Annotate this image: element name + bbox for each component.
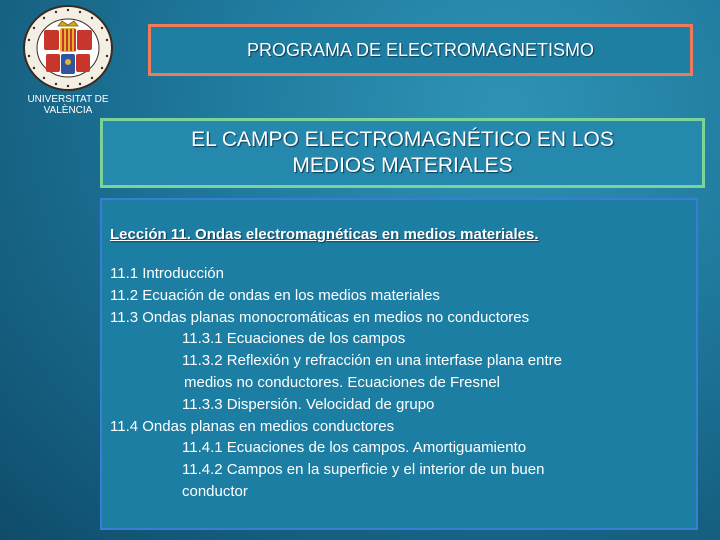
lesson-content-box xyxy=(100,198,698,530)
university-name-line1: UNIVERSITAT DE xyxy=(27,94,109,105)
university-seal xyxy=(22,4,114,92)
lesson-outline xyxy=(110,263,686,503)
university-name-line2: VALÈNCIA xyxy=(43,105,93,116)
outline-subitem-continuation: conductor xyxy=(182,482,248,500)
outline-item: 11.1 Introducción xyxy=(110,265,224,282)
outline-subitem: 11.3.2 Reflexión y refracción en una interfase plana entre xyxy=(182,352,562,370)
university-name xyxy=(18,94,118,116)
program-title: PROGRAMA DE ELECTROMAGNETISMO xyxy=(246,39,595,60)
topic-title-box xyxy=(100,118,705,188)
topic-title-line2: MEDIOS MATERIALES xyxy=(292,154,513,177)
outline-item: 11.3 Ondas planas monocromáticas en medios no conductores xyxy=(110,308,530,326)
outline-item: 11.2 Ecuación de ondas en los medios materiales xyxy=(110,286,440,304)
lesson-heading: Lección 11. Ondas electromagnéticas en medios materiales. xyxy=(110,226,539,243)
topic-title xyxy=(191,127,614,179)
outline-subitem: 11.4.2 Campos en la superficie y el interior de un buen xyxy=(182,461,545,479)
outline-subitem: 11.4.1 Ecuaciones de los campos. Amortiguamiento xyxy=(182,439,527,457)
outline-subitem: 11.3.1 Ecuaciones de los campos xyxy=(182,330,406,348)
topic-title-line1: EL CAMPO ELECTROMAGNÉTICO EN LOS xyxy=(191,128,614,151)
outline-subitem: 11.3.3 Dispersión. Velocidad de grupo xyxy=(182,395,435,413)
program-title-box xyxy=(148,24,693,76)
outline-subitem-continuation: medios no conductores. Ecuaciones de Fresnel xyxy=(184,373,501,391)
outline-item: 11.4 Ondas planas en medios conductores xyxy=(110,417,395,435)
